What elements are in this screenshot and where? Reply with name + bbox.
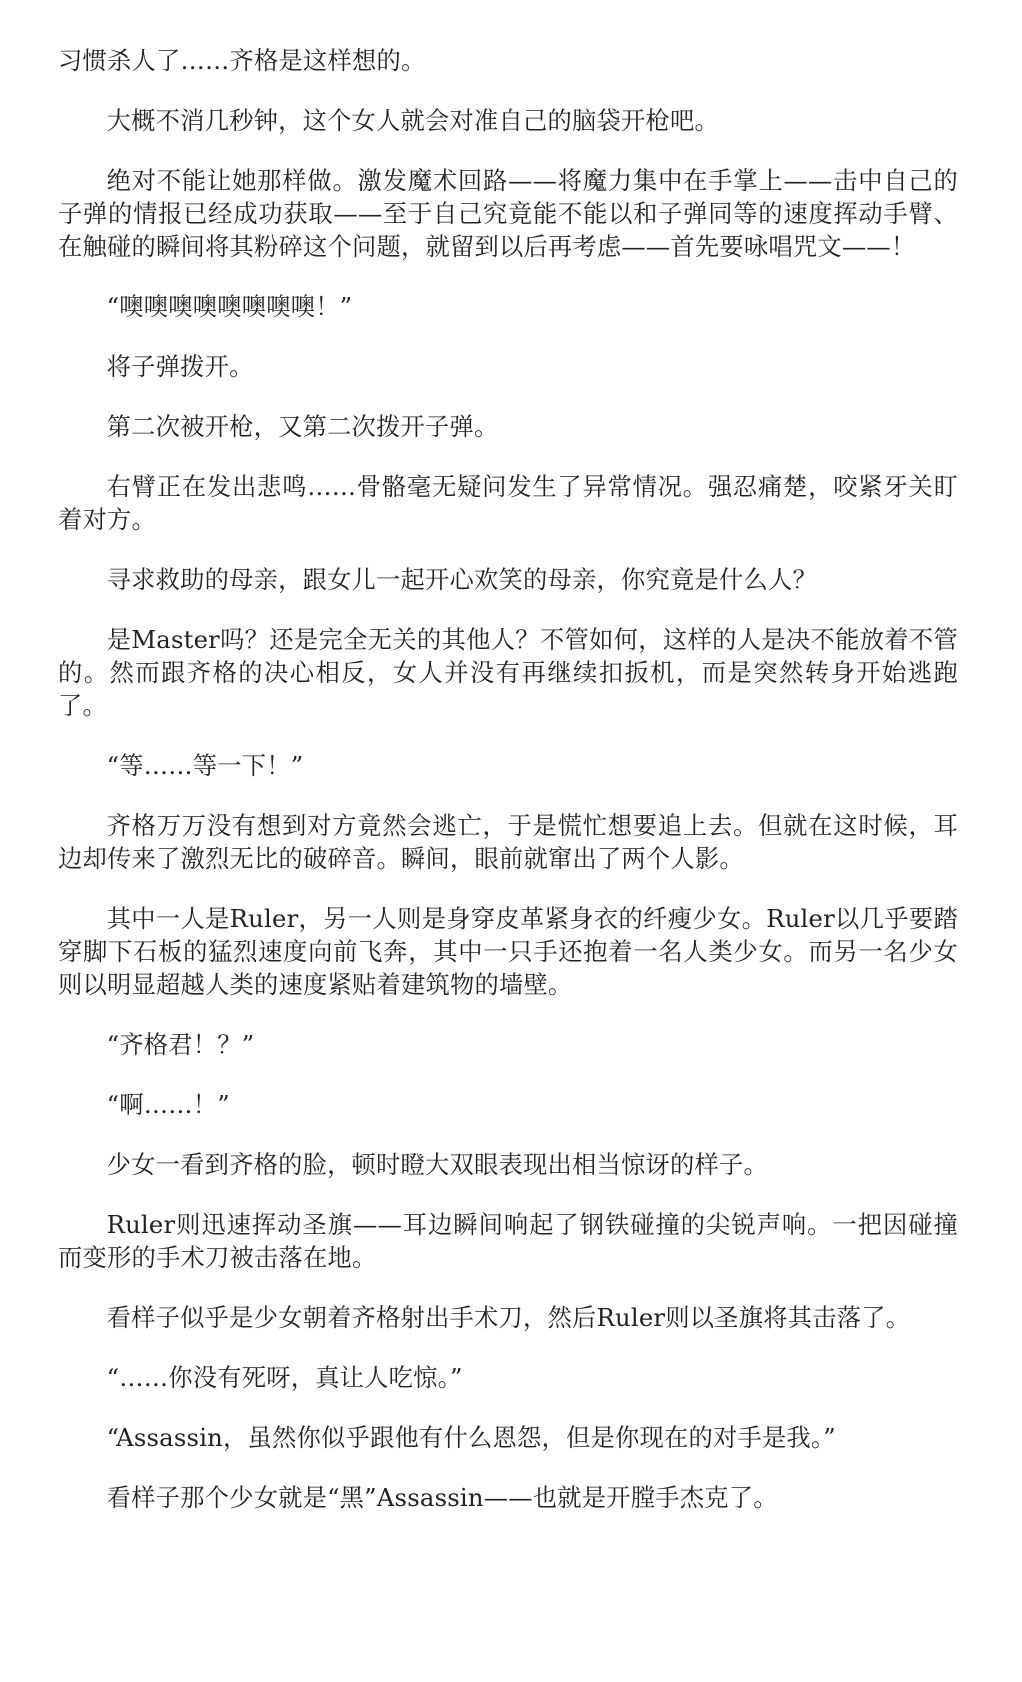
paragraph: 看样子似乎是少女朝着齐格射出手术刀，然后Ruler则以圣旗将其击落了。 bbox=[106, 1303, 911, 1332]
paragraph: 寻求救助的母亲，跟女儿一起开心欢笑的母亲，你究竟是什么人？ bbox=[106, 565, 817, 594]
paragraph: 少女一看到齐格的脸，顿时瞪大双眼表现出相当惊讶的样子。 bbox=[106, 1150, 769, 1179]
paragraph: Ruler则迅速挥动圣旗——耳边瞬间响起了钢铁碰撞的尖锐声响。一把因碰撞而变形的手术刀被击落在地。 bbox=[58, 1210, 958, 1272]
paragraph: 看样子那个少女就是“黑”Assassin——也就是开膛手杰克了。 bbox=[106, 1483, 778, 1512]
paragraph: 绝对不能让她那样做。激发魔术回路——将魔力集中在手掌上——击中自己的子弹的情报已经成功获取——至于自己究竟能不能以和子弹同等的速度挥动手臂、在触碰的瞬间将其粉碎这个问题，就留到以后再考虑——首先要咏唱咒文——！ bbox=[58, 166, 958, 261]
paragraph: 右臂正在发出悲鸣……骨骼毫无疑问发生了异常情况。强忍痛楚，咬紧牙关盯着对方。 bbox=[58, 472, 958, 534]
paragraph: 大概不消几秒钟，这个女人就会对准自己的脑袋开枪吧。 bbox=[106, 106, 720, 135]
paragraph: “啊……！” bbox=[106, 1090, 230, 1119]
paragraph: “噢噢噢噢噢噢噢噢！” bbox=[106, 292, 353, 321]
paragraph: “……你没有死呀，真让人吃惊。” bbox=[106, 1363, 463, 1392]
paragraph: 将子弹拨开。 bbox=[106, 352, 254, 381]
paragraph: “Assassin，虽然你似乎跟他有什么恩怨，但是你现在的对手是我。” bbox=[106, 1423, 836, 1452]
paragraph: 其中一人是Ruler，另一人则是身穿皮革紧身衣的纤瘦少女。Ruler以几乎要踏穿脚下石板的猛烈速度向前飞奔，其中一只手还抱着一名人类少女。而另一名少女则以明显超越人类的速度紧贴着建筑物的墙壁。 bbox=[58, 904, 958, 999]
novel-page bbox=[58, 44, 958, 1514]
paragraph: 是Master吗？还是完全无关的其他人？不管如何，这样的人是决不能放着不管的。然而跟齐格的决心相反，女人并没有再继续扣扳机，而是突然转身开始逃跑了。 bbox=[58, 625, 958, 720]
paragraph: “等……等一下！” bbox=[106, 751, 304, 780]
paragraph: 习惯杀人了……齐格是这样想的。 bbox=[58, 46, 426, 75]
paragraph: 第二次被开枪，又第二次拨开子弹。 bbox=[106, 412, 499, 441]
paragraph: 齐格万万没有想到对方竟然会逃亡，于是慌忙想要追上去。但就在这时候，耳边却传来了激烈无比的破碎音。瞬间，眼前就窜出了两个人影。 bbox=[58, 811, 958, 873]
paragraph: “齐格君！？” bbox=[106, 1030, 255, 1059]
